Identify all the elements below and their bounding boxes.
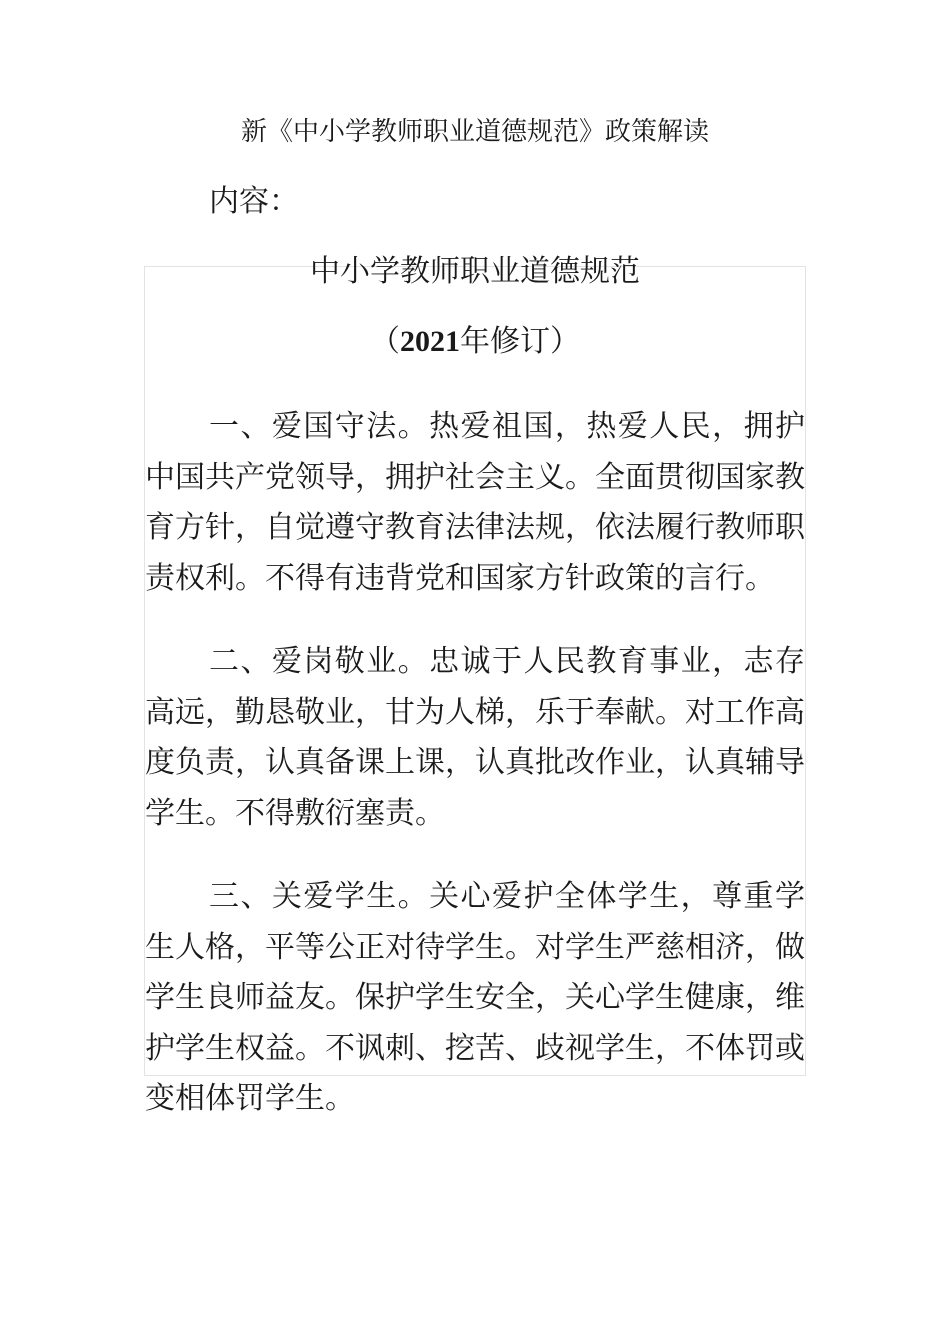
content-label: 内容： bbox=[209, 184, 299, 219]
document-body bbox=[145, 250, 805, 1125]
document-title: 新《中小学教师职业道德规范》政策解读 bbox=[240, 117, 709, 147]
article-2: 二、爱岗敬业。忠诚于人民教育事业，志存高远，勤恳敬业，甘为人梯，乐于奉献。对工作高度负责，认真备课上课，认真批改作业，认真辅导学生。不得敷衍塞责。 bbox=[145, 644, 805, 831]
subtitle-open-paren: （ bbox=[370, 324, 400, 359]
subtitle-year: 2021 bbox=[400, 325, 460, 358]
subtitle-rest: 年修订） bbox=[460, 324, 580, 359]
article-1: 一、爱国守法。热爱祖国，热爱人民，拥护中国共产党领导，拥护社会主义。全面贯彻国家教育方针，自觉遵守教育法律法规，依法履行教师职责权利。不得有违背党和国家方针政策的言行。 bbox=[145, 409, 805, 596]
spec-subtitle bbox=[145, 320, 805, 364]
article-3: 三、关爱学生。关心爱护全体学生，尊重学生人格，平等公正对待学生。对学生严慈相济，做学生良师益友。保护学生安全，关心学生健康，维护学生权益。不讽刺、挖苦、歧视学生，不体罚或变相体罚学生。 bbox=[145, 879, 805, 1116]
spec-title: 中小学教师职业道德规范 bbox=[310, 254, 640, 289]
